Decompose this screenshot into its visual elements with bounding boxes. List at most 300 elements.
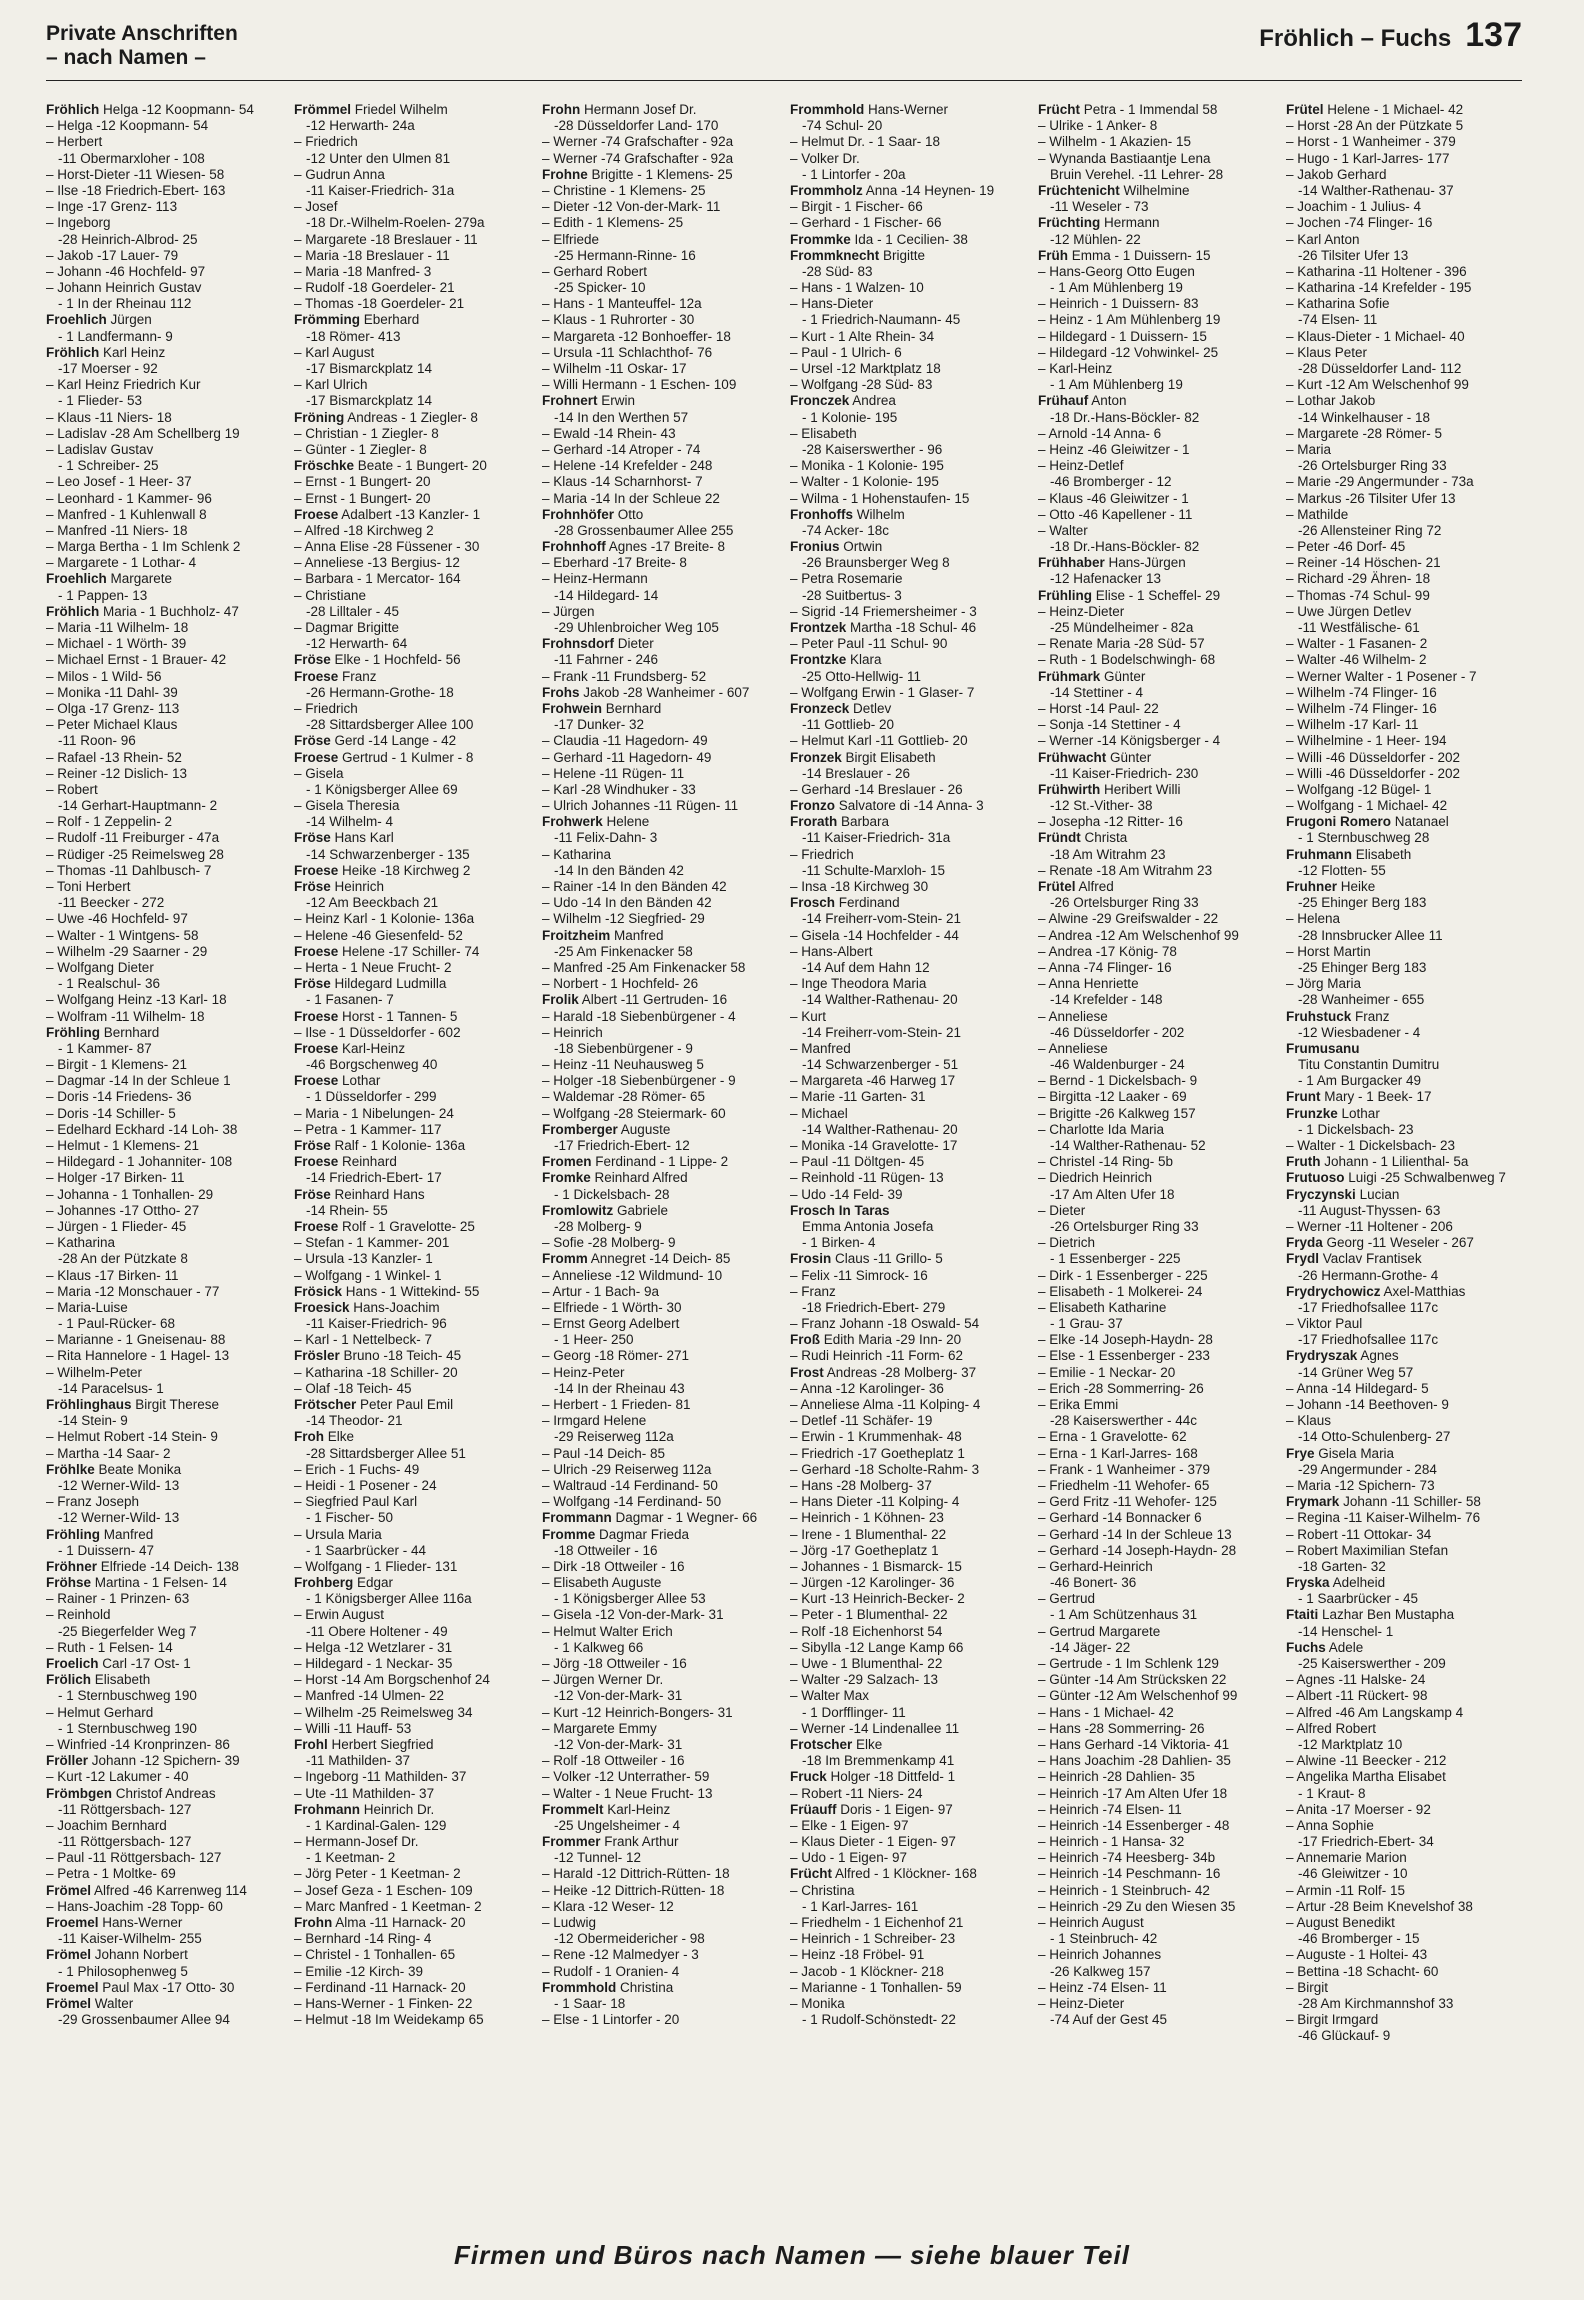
entry-text: – Norbert - 1 Hochfeld- 26: [542, 976, 699, 992]
entry-text: Andreas - 1 Ziegler- 8: [347, 409, 478, 425]
directory-entry: [46, 733, 282, 749]
entry-text: - 1 Sternbuschweg 190: [58, 1688, 197, 1704]
directory-entry: [46, 1769, 282, 1785]
directory-entry: [1038, 1316, 1274, 1332]
directory-entry: [790, 814, 1026, 830]
entry-text: -17 Friedrich-Ebert- 34: [1298, 1834, 1434, 1850]
entry-text: -17 Friedhofsallee 117c: [1298, 1299, 1439, 1315]
entry-text: – Anna -12 Karolinger- 36: [790, 1380, 944, 1396]
directory-entry: [1286, 361, 1522, 377]
entry-text: -11 Röttgersbach- 127: [58, 1834, 192, 1850]
entry-surname: Frydryszak: [1286, 1348, 1358, 1364]
directory-entry: [542, 1883, 778, 1899]
entry-text: – Volker -12 Unterrather- 59: [542, 1769, 710, 1785]
directory-entry: [46, 571, 282, 587]
directory-entry: [1286, 280, 1522, 296]
directory-entry: [1286, 1203, 1522, 1219]
directory-entry: [1286, 1170, 1522, 1186]
entry-text: -28 Suitbertus- 3: [802, 587, 902, 603]
directory-entry: [790, 604, 1026, 620]
directory-entry: [790, 1332, 1026, 1348]
entry-text: – Herbert: [46, 134, 103, 150]
directory-entry: [1038, 798, 1274, 814]
entry-text: Elke - 1 Hochfeld- 56: [334, 652, 461, 668]
entry-surname: Froelich: [46, 1656, 99, 1671]
directory-entry: [294, 1494, 530, 1510]
directory-entry: [294, 1009, 530, 1025]
entry-text: – Elke -14 Joseph-Haydn- 28: [1038, 1332, 1213, 1348]
entry-text: – Wilhelmine - 1 Heer- 194: [1286, 733, 1447, 749]
entry-surname: Fromke: [542, 1170, 591, 1186]
directory-entry: [790, 1300, 1026, 1316]
entry-surname: Froesick: [294, 1299, 350, 1315]
directory-entry: [1286, 248, 1522, 264]
directory-entry: [1286, 1656, 1522, 1672]
entry-text: -14 Grüner Weg 57: [1298, 1364, 1414, 1380]
entry-text: – Dieter: [1038, 1202, 1086, 1218]
entry-text: – Horst -14 Paul- 22: [1038, 700, 1159, 716]
directory-entry: [1038, 1203, 1274, 1219]
directory-entry: [294, 1672, 530, 1688]
entry-text: – Robert: [46, 781, 98, 797]
directory-entry: [1038, 1251, 1274, 1267]
entry-text: – Karl - 1 Nettelbeck- 7: [294, 1332, 433, 1348]
entry-text: – Hans-Georg Otto Eugen: [1038, 263, 1195, 279]
directory-entry: [294, 1802, 530, 1818]
directory-entry: [790, 1818, 1026, 1834]
directory-entry: [790, 1170, 1026, 1186]
entry-text: – Monika -14 Gravelotte- 17: [790, 1138, 958, 1153]
directory-entry: [46, 992, 282, 1008]
entry-text: – Paul -14 Deich- 85: [542, 1445, 666, 1461]
entry-text: – Charlotte Ida Maria: [1038, 1121, 1165, 1137]
directory-entry: [46, 167, 282, 183]
directory-entry: [294, 1089, 530, 1105]
entry-text: – Inge Theodora Maria: [790, 976, 927, 992]
directory-entry: [1286, 1850, 1522, 1866]
directory-entry: [790, 620, 1026, 636]
directory-entry: [790, 1559, 1026, 1575]
entry-surname: Frommhold: [542, 1979, 617, 1995]
directory-entry: [790, 1527, 1026, 1543]
directory-entry: [790, 1705, 1026, 1721]
directory-entry: [294, 830, 530, 846]
entry-text: – Manfred -25 Am Finkenacker 58: [542, 959, 746, 975]
entry-text: – Regina -11 Kaiser-Wilhelm- 76: [1286, 1510, 1481, 1526]
directory-entry: [294, 1154, 530, 1170]
directory-entry: [1038, 960, 1274, 976]
directory-entry: [542, 1187, 778, 1203]
entry-text: -12 Obermeidericher - 98: [554, 1931, 705, 1947]
entry-text: – Rene -12 Malmedyer - 3: [542, 1947, 699, 1963]
directory-entry: [46, 1964, 282, 1980]
entry-surname: Fuchs: [1286, 1639, 1326, 1655]
directory-column: [542, 102, 778, 2230]
directory-entry: [542, 296, 778, 312]
entry-text: -11 Roon- 96: [58, 733, 136, 749]
entry-text: Bernhard: [605, 700, 662, 716]
entry-text: Karl-Heinz: [342, 1040, 406, 1056]
directory-entry: [46, 1543, 282, 1559]
directory-entry: [46, 879, 282, 895]
directory-entry: [1286, 798, 1522, 814]
directory-entry: [46, 1996, 282, 2012]
entry-text: Auguste: [620, 1121, 671, 1137]
directory-entry: [790, 863, 1026, 879]
directory-entry: [542, 604, 778, 620]
directory-entry: [1286, 1009, 1522, 1025]
entry-text: -14 Breslauer - 26: [802, 765, 911, 781]
directory-entry: [1038, 1591, 1274, 1607]
entry-text: -26 Tilsiter Ufer 13: [1298, 247, 1409, 263]
directory-entry: [790, 539, 1026, 555]
entry-text: – Elisabeth - 1 Molkerei- 24: [1038, 1283, 1203, 1299]
entry-surname: Froehlich: [46, 312, 107, 328]
entry-text: Dagmar - 1 Wegner- 66: [615, 1510, 758, 1526]
directory-entry: [294, 491, 530, 507]
directory-entry: [46, 555, 282, 571]
entry-text: -26 Ortelsburger Ring 33: [1298, 458, 1447, 474]
directory-entry: [294, 474, 530, 490]
entry-text: – Alwine -11 Beecker - 212: [1286, 1753, 1447, 1769]
directory-entry: [1286, 1575, 1522, 1591]
directory-entry: [790, 183, 1026, 199]
entry-text: -28 Lilltaler - 45: [306, 603, 400, 619]
directory-entry: [294, 426, 530, 442]
entry-surname: Frotscher: [790, 1736, 853, 1752]
directory-entry: [294, 555, 530, 571]
entry-text: – Wolfgang -28 Süd- 83: [790, 377, 933, 393]
directory-entry: [46, 1316, 282, 1332]
directory-entry: [542, 976, 778, 992]
directory-entry: [542, 1527, 778, 1543]
entry-text: – Rainer - 1 Prinzen- 63: [46, 1591, 190, 1607]
directory-entry: [294, 167, 530, 183]
entry-text: -14 Rhein- 55: [306, 1202, 388, 1218]
directory-entry: [294, 1057, 530, 1073]
entry-text: – Willi -11 Hauff- 53: [294, 1720, 412, 1736]
entry-text: – Gerhard -11 Hagedorn- 49: [542, 749, 712, 765]
entry-text: – Gerhard -14 Atroper - 74: [542, 441, 701, 457]
directory-entry: [542, 1624, 778, 1640]
directory-entry: [1038, 377, 1274, 393]
directory-entry: [1286, 377, 1522, 393]
entry-text: -26 Ortelsburger Ring 33: [1050, 895, 1199, 911]
directory-entry: [46, 652, 282, 668]
directory-entry: [790, 1413, 1026, 1429]
directory-entry: [46, 1705, 282, 1721]
entry-surname: Frorath: [790, 814, 838, 830]
directory-entry: [294, 345, 530, 361]
directory-entry: [1038, 944, 1274, 960]
directory-entry: [542, 1316, 778, 1332]
directory-entry: [1038, 652, 1274, 668]
entry-surname: Frohn: [542, 102, 581, 117]
entry-text: – Wilhelm -29 Saarner - 29: [46, 943, 208, 959]
entry-text: – Anneliese -12 Wildmund- 10: [542, 1267, 723, 1283]
entry-text: – Manfred: [790, 1040, 851, 1056]
entry-text: – Heinrich -74 Elsen- 11: [1038, 1801, 1182, 1817]
entry-text: -11 Felix-Dahn- 3: [554, 830, 658, 846]
entry-text: – Willi Hermann - 1 Eschen- 109: [542, 377, 737, 393]
directory-entry: [1286, 1397, 1522, 1413]
directory-entry: [790, 717, 1026, 733]
directory-entry: [1286, 1947, 1522, 1963]
entry-text: – Joachim Bernhard: [46, 1817, 167, 1833]
directory-entry: [542, 1397, 778, 1413]
entry-surname: Fröhlke: [46, 1461, 95, 1477]
entry-text: – Heinrich -28 Dahlien- 35: [1038, 1769, 1195, 1785]
directory-entry: [1038, 1300, 1274, 1316]
directory-entry: [46, 1170, 282, 1186]
entry-text: Gertrud - 1 Kulmer - 8: [342, 749, 474, 765]
entry-text: – Josepha -12 Ritter- 16: [1038, 814, 1183, 830]
directory-entry: [1038, 361, 1274, 377]
entry-text: – Klaus Dieter - 1 Eigen- 97: [790, 1834, 956, 1850]
entry-text: – Horst - 1 Wanheimer - 379: [1286, 134, 1456, 150]
directory-entry: [46, 1332, 282, 1348]
directory-entry: [542, 1818, 778, 1834]
directory-entry: [294, 620, 530, 636]
directory-entry: [1038, 491, 1274, 507]
directory-entry: [790, 571, 1026, 587]
entry-surname: Frunzke: [1286, 1105, 1338, 1121]
entry-text: - 1 Grau- 37: [1050, 1316, 1123, 1332]
entry-surname: Frohn: [294, 1915, 333, 1930]
directory-entry: [1286, 976, 1522, 992]
directory-entry: [46, 1931, 282, 1947]
entry-text: – Reinhold -11 Rügen- 13: [790, 1170, 944, 1186]
entry-text: – Manfred -14 Ulmen- 22: [294, 1688, 445, 1704]
entry-text: Bruno -18 Teich- 45: [343, 1348, 462, 1364]
directory-entry: [294, 1348, 530, 1364]
entry-text: Hans-Werner: [102, 1915, 183, 1930]
entry-text: – Udo -14 In den Bänden 42: [542, 895, 712, 911]
entry-text: – Helene -14 Krefelder - 248: [542, 458, 713, 474]
directory-entry: [1038, 151, 1274, 167]
directory-entry: [1038, 685, 1274, 701]
entry-text: – Bettina -18 Schacht- 60: [1286, 1963, 1439, 1979]
directory-entry: [542, 620, 778, 636]
directory-entry: [46, 1866, 282, 1882]
entry-text: - 1 Kolonie- 195: [802, 409, 898, 425]
directory-entry: [790, 215, 1026, 231]
entry-text: -14 In der Rheinau 43: [554, 1380, 685, 1396]
directory-entry: [294, 1203, 530, 1219]
directory-entry: [46, 1219, 282, 1235]
directory-entry: [542, 1996, 778, 2012]
entry-text: – Elke - 1 Eigen- 97: [790, 1817, 909, 1833]
directory-entry: [1286, 1462, 1522, 1478]
directory-entry: [1286, 215, 1522, 231]
entry-text: Lothar: [1341, 1105, 1380, 1121]
entry-text: - 1 Am Schützenhaus 31: [1050, 1607, 1198, 1623]
entry-text: – Heinz -18 Fröbel- 91: [790, 1947, 925, 1963]
directory-entry: [1286, 426, 1522, 442]
directory-entry: [542, 1802, 778, 1818]
entry-text: Beate - 1 Bungert- 20: [357, 458, 487, 474]
entry-text: Johann - 1 Lilienthal- 5a: [1324, 1154, 1469, 1170]
entry-text: – Heinz -46 Gleiwitzer - 1: [1038, 441, 1190, 457]
directory-entry: [1038, 1106, 1274, 1122]
entry-surname: Frontzek: [790, 620, 847, 635]
directory-entry: [1286, 232, 1522, 248]
entry-text: Heike: [1340, 879, 1376, 894]
entry-text: – Helmut Robert -14 Stein- 9: [46, 1429, 218, 1445]
directory-entry: [1038, 1057, 1274, 1073]
entry-surname: Froese: [294, 1008, 339, 1024]
directory-entry: [1286, 1964, 1522, 1980]
entry-text: Agnes -17 Breite- 8: [608, 539, 726, 555]
directory-entry: [790, 1624, 1026, 1640]
entry-text: – Jakob -17 Lauer- 79: [46, 247, 179, 263]
entry-surname: Frühmark: [1038, 668, 1101, 684]
entry-text: -17 Dunker- 32: [554, 717, 645, 733]
directory-entry: [294, 1850, 530, 1866]
directory-entry: [46, 750, 282, 766]
entry-surname: Frommknecht: [790, 247, 880, 263]
entry-text: -17 Bismarckplatz 14: [306, 361, 433, 376]
directory-entry: [294, 458, 530, 474]
directory-entry: [1038, 1656, 1274, 1672]
directory-entry: [1038, 1381, 1274, 1397]
directory-entry: [1286, 604, 1522, 620]
directory-entry: [1038, 1284, 1274, 1300]
entry-text: – Gerhard -14 Bonnacker 6: [1038, 1510, 1202, 1526]
directory-entry: [790, 1883, 1026, 1899]
directory-entry: [294, 1737, 530, 1753]
directory-entry: [790, 1607, 1026, 1623]
directory-entry: [46, 830, 282, 846]
entry-text: – Peter - 1 Blumenthal- 22: [790, 1607, 948, 1623]
directory-entry: [790, 669, 1026, 685]
entry-text: – Erna - 1 Gravelotte- 62: [1038, 1429, 1187, 1445]
directory-entry: [1286, 750, 1522, 766]
entry-text: - 1 Kammer- 87: [58, 1040, 152, 1056]
directory-entry: [542, 1268, 778, 1284]
entry-text: Helene -17 Schiller- 74: [342, 943, 480, 959]
directory-entry: [1038, 1025, 1274, 1041]
directory-entry: [1286, 1786, 1522, 1802]
directory-entry: [1286, 2012, 1522, 2028]
entry-text: -12 Werner-Wild- 13: [58, 1477, 180, 1493]
directory-entry: [1038, 1672, 1274, 1688]
directory-entry: [1286, 523, 1522, 539]
directory-entry: [46, 911, 282, 927]
directory-entry: [1286, 329, 1522, 345]
directory-entry: [790, 976, 1026, 992]
directory-entry: [790, 345, 1026, 361]
directory-entry: [294, 879, 530, 895]
directory-entry: [46, 620, 282, 636]
entry-text: – Holger -18 Siebenbürgener - 9: [542, 1073, 736, 1089]
directory-entry: [46, 183, 282, 199]
entry-text: – Klaus-Dieter - 1 Michael- 40: [1286, 328, 1465, 344]
directory-entry: [542, 1705, 778, 1721]
entry-text: – Werner -74 Grafschafter - 92a: [542, 134, 734, 150]
entry-text: – Claudia -11 Hagedorn- 49: [542, 733, 708, 749]
entry-text: – Wilhelm -74 Flinger- 16: [1286, 700, 1437, 716]
directory-entry: [790, 1365, 1026, 1381]
entry-text: -74 Acker- 18c: [802, 522, 890, 538]
directory-entry: [1038, 814, 1274, 830]
directory-entry: [790, 1915, 1026, 1931]
entry-text: – Hildegard - 1 Johanniter- 108: [46, 1154, 233, 1170]
entry-surname: Frühhaber: [1038, 555, 1105, 571]
entry-text: -26 Kalkweg 157: [1050, 1963, 1151, 1979]
directory-entry: [294, 2012, 530, 2028]
entry-text: – Emilie -12 Kirch- 39: [294, 1963, 424, 1979]
directory-entry: [542, 1284, 778, 1300]
entry-surname: Frömbgen: [46, 1785, 112, 1801]
entry-text: -46 Glückauf- 9: [1298, 2028, 1391, 2044]
directory-entry: [46, 377, 282, 393]
entry-surname: Fromme: [542, 1526, 596, 1542]
entry-text: – Hermann-Josef Dr.: [294, 1834, 419, 1850]
entry-text: - 1 Am Burgacker 49: [1298, 1073, 1422, 1089]
directory-entry: [46, 1640, 282, 1656]
directory-entry: [790, 1284, 1026, 1300]
entry-surname: Froitzheim: [542, 927, 611, 943]
directory-entry: [542, 733, 778, 749]
directory-entry: [790, 1187, 1026, 1203]
directory-entry: [1038, 1737, 1274, 1753]
entry-text: -28 Sittardsberger Allee 51: [306, 1445, 466, 1461]
entry-text: – Ernst - 1 Bungert- 20: [294, 474, 431, 490]
entry-text: – Wilhelm - 1 Akazien- 15: [1038, 134, 1192, 150]
directory-entry: [1286, 895, 1522, 911]
entry-text: – Anita -17 Moerser - 92: [1286, 1801, 1431, 1817]
directory-entry: [1286, 669, 1522, 685]
entry-text: – Gerhard Robert: [542, 263, 648, 279]
directory-entry: [1038, 134, 1274, 150]
directory-entry: [1286, 1365, 1522, 1381]
entry-text: -18 Siebenbürgener - 9: [554, 1040, 693, 1056]
entry-text: Dagmar Frieda: [599, 1526, 690, 1542]
entry-text: Emma - 1 Duissern- 15: [1071, 247, 1211, 263]
directory-entry: [46, 1203, 282, 1219]
directory-entry: [46, 1510, 282, 1526]
directory-entry: [46, 1154, 282, 1170]
entry-text: - 1 Schreiber- 25: [58, 458, 159, 474]
directory-entry: [294, 1510, 530, 1526]
entry-text: – Heinz-Dieter: [1038, 1995, 1125, 2011]
entry-text: – Walter - 1 Wintgens- 58: [46, 927, 199, 943]
directory-entry: [1038, 588, 1274, 604]
entry-text: – Edith - 1 Klemens- 25: [542, 215, 684, 231]
directory-entry: [46, 1494, 282, 1510]
entry-surname: Früchtenicht: [1038, 182, 1120, 198]
entry-text: -28 Kaiserswerther - 96: [802, 441, 943, 457]
entry-text: - 1 Paul-Rücker- 68: [58, 1316, 176, 1332]
directory-entry: [790, 944, 1026, 960]
entry-text: – Josef Geza - 1 Eschen- 109: [294, 1882, 473, 1898]
directory-entry: [294, 1607, 530, 1623]
directory-entry: [46, 976, 282, 992]
entry-surname: Fronhoffs: [790, 506, 853, 522]
entry-text: – Dietrich: [1038, 1235, 1096, 1251]
entry-text: Ferdinand: [838, 895, 900, 911]
directory-entry: [1038, 215, 1274, 231]
directory-entry: [46, 102, 282, 118]
entry-text: – Bernd - 1 Dickelsbach- 9: [1038, 1073, 1198, 1089]
directory-entry: [542, 847, 778, 863]
directory-entry: [294, 928, 530, 944]
entry-text: - 1 Am Mühlenberg 19: [1050, 280, 1183, 296]
entry-text: – Dagmar Brigitte: [294, 620, 400, 635]
entry-text: -14 Schwarzenberger - 51: [802, 1057, 959, 1073]
entry-text: – Udo -14 Feld- 39: [790, 1186, 903, 1202]
